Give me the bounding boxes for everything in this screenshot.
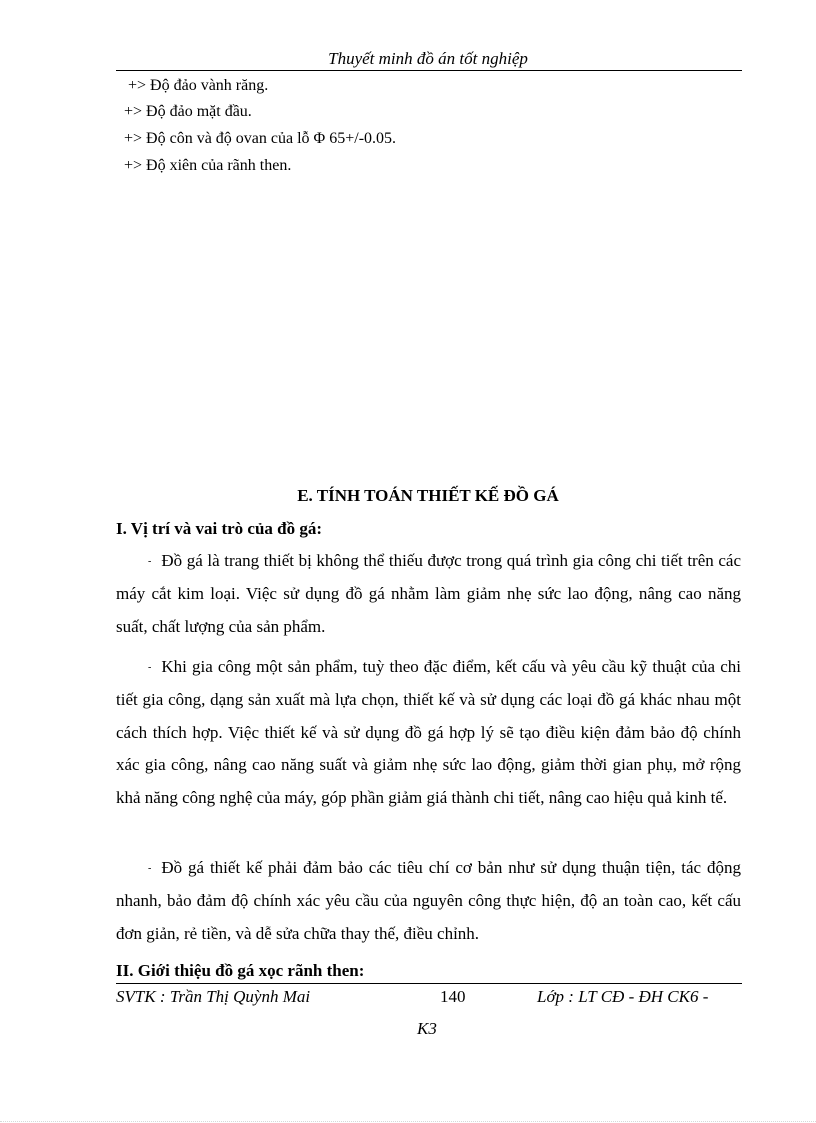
paragraph [116,852,741,950]
dash-marker: - [148,555,152,567]
paragraph-text: Khi gia công một sản phẩm, tuỳ theo đặc điểm, kết cấu và yêu cầu kỹ thuật của chi tiết gia công, dạng sản xuất mà lựa chọn, thiết kế và sử dụng các loại đồ gá khác nhau một cách thích hợp. Việc thiết kế và sử dụng đồ gá hợp lý sẽ tạo điều kiện đảm bảo độ chính xác gia công, nâng cao năng suất và giảm nhẹ sức lao động, giảm thời gian phụ, mở rộng khả năng công nghệ của máy, góp phần giảm giá thành chi tiết, nâng cao hiệu quả kinh tế. [116,657,741,807]
footer-divider [116,983,742,984]
heading-role-of-fixture: I. Vị trí và vai trò của đồ gá: [116,519,323,538]
bullet-item: +> Độ đảo vành răng. [128,77,269,94]
page-edge-divider [0,1121,816,1122]
header-divider [116,70,742,71]
heading-fixture-intro: II. Giới thiệu đồ gá xọc rãnh then: [116,961,365,980]
paragraph [116,651,741,814]
bullet-item: +> Độ côn và độ ovan của lỗ Φ 65+/-0.05. [124,130,397,147]
dash-marker: - [148,862,152,874]
footer-class-continued: K3 [417,1019,437,1038]
bullet-item: +> Độ xiên của rãnh then. [124,157,292,174]
page-number: 140 [440,987,466,1006]
header-title: Thuyết minh đồ án tốt nghiệp [328,49,528,68]
footer-class: Lớp : LT CĐ - ĐH CK6 - [537,987,709,1006]
footer-student: SVTK : Trần Thị Quỳnh Mai [116,987,311,1006]
bullet-item: +> Độ đảo mặt đầu. [124,103,252,120]
paragraph-text: Đồ gá là trang thiết bị không thể thiếu được trong quá trình gia công chi tiết trên các máy cắt kim loại. Việc sử dụng đồ gá nhằm làm giảm nhẹ sức lao động, nâng cao năng suất, chất lượng của sản phẩm. [116,551,741,636]
paragraph-text: Đồ gá thiết kế phải đảm bảo các tiêu chí cơ bản như sử dụng thuận tiện, tác động nhanh, bảo đảm độ chính xác yêu cầu của nguyên công thực hiện, độ an toàn cao, kết cấu đơn giản, rẻ tiền, và dễ sửa chữa thay thế, điều chỉnh. [116,858,741,943]
section-title: E. TÍNH TOÁN THIẾT KẾ ĐỒ GÁ [297,486,559,505]
paragraph [116,545,741,643]
dash-marker: - [148,661,152,673]
